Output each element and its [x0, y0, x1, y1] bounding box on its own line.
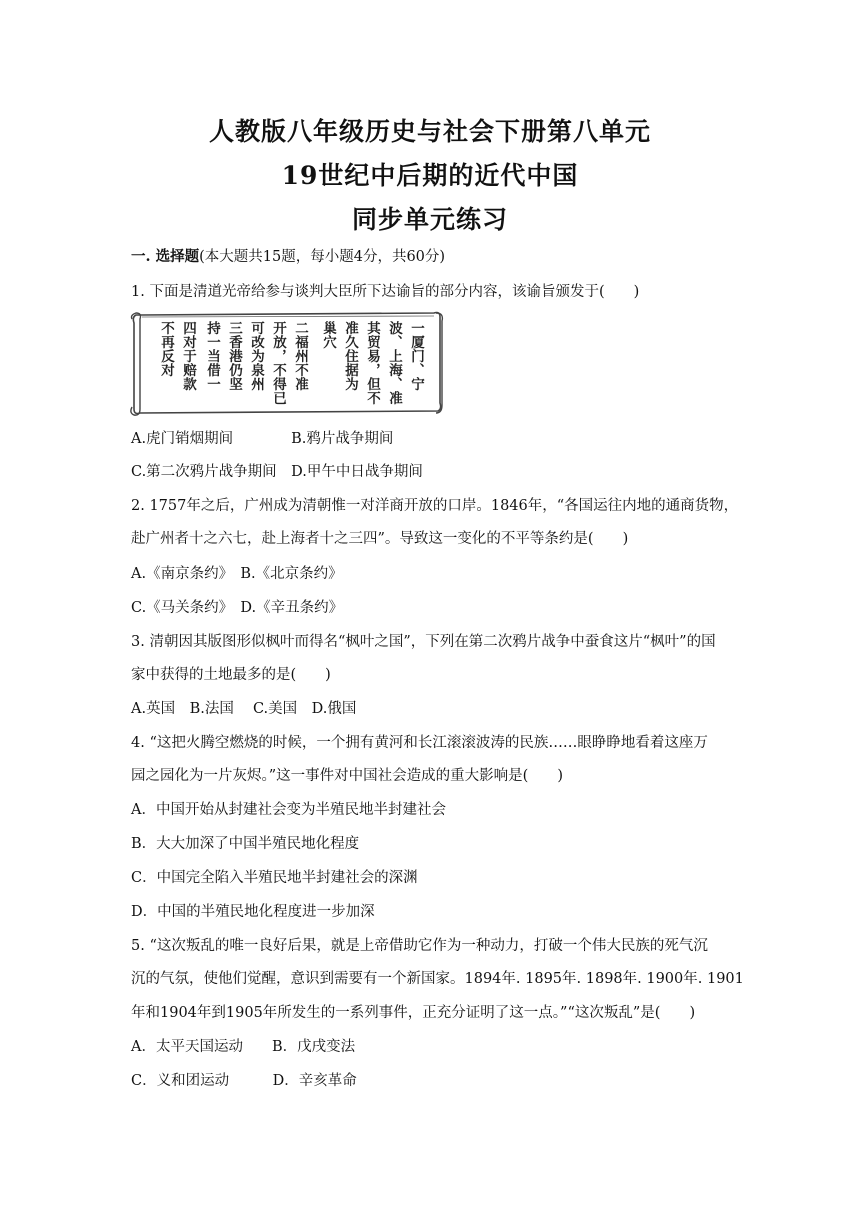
- section-note: (本大题共15题，每小题4分，共60分): [199, 249, 446, 265]
- edict-column-8: 可改为泉州: [248, 321, 264, 391]
- edict-column-11: 四对于赔款: [180, 321, 196, 391]
- document-title: 人教版八年级历史与社会下册第八单元: [208, 117, 651, 146]
- question-3-options: A.英国 B.法国 C.美国 D.俄国: [131, 701, 357, 717]
- question-4-option-b: B．大大加深了中国半殖民地化程度: [131, 836, 360, 852]
- edict-column-12: 不再反对: [158, 321, 174, 377]
- edict-column-2: 波、上海、准: [386, 321, 402, 405]
- edict-column-10: 持一当借一: [204, 321, 220, 391]
- edict-column-9: 三香港仍坚: [226, 321, 242, 391]
- edict-column-7: 开放，不得已: [270, 321, 286, 405]
- question-5-stem-line-2: 沉的气氛，使他们觉醒，意识到需要有一个新国家。1894年. 1895年. 1898年. 1900年. 1901: [131, 971, 744, 987]
- question-4-stem-line-1: 4. “这把火腾空燃烧的时候，一个拥有黄河和长江滚滚波涛的民族……眼睁睁地看着这座万: [131, 735, 708, 751]
- question-5-stem-line-1: 5. “这次叛乱的唯一良好后果，就是上帝借助它作为一种动力，打破一个伟大民族的死气沉: [131, 938, 708, 954]
- question-2-options-cd: C.《马关条约》 D.《辛丑条约》: [131, 600, 344, 616]
- question-1-stem: 1. 下面是清道光帝给参与谈判大臣所下达谕旨的部分内容，该谕旨颁发于( ): [131, 284, 640, 300]
- question-5-stem-line-3: 年和1904年到1905年所发生的一系列事件，正充分证明了这一点。”“这次叛乱”是( ): [131, 1005, 696, 1021]
- section-label: 一. 选择题: [131, 248, 200, 265]
- edict-column-1: 一厦门、宁: [408, 321, 424, 391]
- question-2-stem-line-1: 2. 1757年之后，广州成为清朝惟一对洋商开放的口岸。1846年，“各国运往内地的通商货物，: [131, 498, 739, 514]
- edict-column-3: 其贸易，但不: [364, 321, 380, 405]
- edict-column-5: 巢穴: [320, 321, 336, 349]
- document-subtitle-2: 同步单元练习: [351, 205, 508, 234]
- question-1-options-cd: C.第二次鸦片战争期间 D.甲午中日战争期间: [131, 464, 423, 480]
- question-4-option-c: C．中国完全陷入半殖民地半封建社会的深渊: [131, 870, 418, 886]
- question-4-option-a: A．中国开始从封建社会变为半殖民地半封建社会: [131, 802, 446, 818]
- section-heading: [131, 247, 445, 267]
- question-2-stem-line-2: 赴广州者十之六七，赴上海者十之三四”。导致这一变化的不平等条约是( ): [131, 531, 629, 547]
- question-5-options-ab: A．太平天国运动 B．戊戌变法: [131, 1039, 356, 1055]
- question-3-stem-line-1: 3. 清朝因其版图形似枫叶而得名“枫叶之国”，下列在第二次鸦片战争中蚕食这片“枫叶”的国: [131, 634, 716, 650]
- question-5-options-cd: C．义和团运动 D．辛亥革命: [131, 1073, 357, 1089]
- edict-column-4: 准久住据为: [342, 321, 358, 391]
- question-1-options-ab: A.虎门销烟期间 B.鸦片战争期间: [131, 431, 394, 447]
- document-subtitle: 19世纪中后期的近代中国: [281, 161, 579, 190]
- question-4-option-d: D．中国的半殖民地化程度进一步加深: [131, 904, 375, 920]
- question-3-stem-line-2: 家中获得的土地最多的是( ): [131, 667, 331, 683]
- question-2-options-ab: A.《南京条约》 B.《北京条约》: [131, 566, 343, 582]
- edict-scroll-image: [128, 309, 446, 419]
- edict-column-6: 二福州不准: [292, 321, 308, 391]
- question-4-stem-line-2: 园之园化为一片灰烬。”这一事件对中国社会造成的重大影响是( ): [131, 768, 563, 784]
